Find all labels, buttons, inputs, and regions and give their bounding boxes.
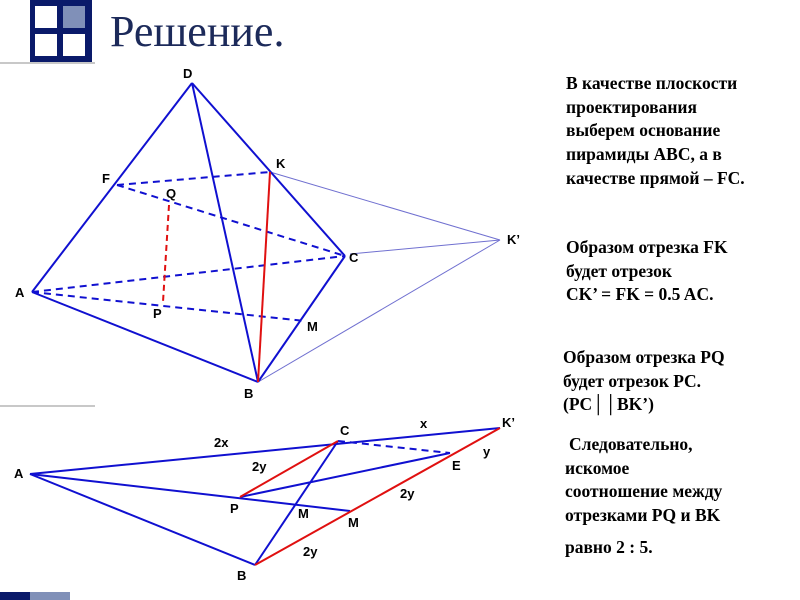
text-line: проектирования [566, 96, 697, 117]
line-PE [240, 453, 450, 497]
label-Q: Q [166, 186, 177, 201]
text-line: В качестве плоскости [566, 73, 738, 93]
text-line: соотношение между [565, 481, 723, 502]
text-line: CK’ = FK = 0.5 AC. [566, 284, 714, 305]
text-line: Образом отрезка PQ [563, 347, 725, 367]
text-line: равно 2 : 5. [565, 536, 653, 557]
label-A: A [15, 285, 25, 300]
paragraph-projection-plane [566, 72, 745, 190]
label-K: K [276, 156, 286, 171]
text-line: качестве прямой – FC. [566, 167, 745, 188]
label-2y-lower: 2y [303, 544, 318, 559]
text-line: будет отрезок [566, 260, 672, 281]
text-line: пирамиды ABC, а в [566, 143, 722, 164]
label-B: B [237, 568, 247, 583]
dashed-CE [338, 441, 450, 453]
corner-decoration [0, 592, 70, 600]
label-F: F [102, 171, 110, 186]
paragraph-image-fk [566, 236, 728, 307]
text-line: Образом отрезка FK [566, 237, 728, 257]
label-P: P [230, 501, 239, 516]
label-M-outer: M [348, 515, 359, 530]
label-B: B [244, 386, 254, 401]
label-D: D [183, 66, 193, 81]
text-line: искомое [565, 457, 630, 478]
line-CB [255, 441, 338, 565]
text-line: Следовательно, [569, 434, 693, 454]
label-2y-upper: 2y [252, 459, 267, 474]
label-2x: 2x [214, 435, 229, 450]
label-P: P [153, 306, 162, 321]
text-line: отрезками PQ и BK [565, 504, 721, 525]
label-M-inner: M [298, 506, 309, 521]
label-A: A [14, 466, 24, 481]
label-2y-middle: 2y [400, 486, 415, 501]
label-E: E [452, 458, 461, 473]
text-line: будет отрезок PC. [563, 370, 701, 391]
label-K-prime: K’ [507, 232, 520, 247]
slide-title: Решение. [110, 7, 285, 56]
paragraph-conclusion [565, 433, 722, 559]
label-M: M [307, 319, 318, 334]
paragraph-image-pq [563, 346, 725, 417]
label-K-prime: K’ [502, 415, 515, 430]
text-line: выберем основание [566, 120, 721, 141]
label-y: y [483, 444, 491, 459]
label-C: C [340, 423, 350, 438]
label-C: C [349, 250, 359, 265]
label-x: x [420, 416, 428, 431]
text-line: (PC││BK’) [563, 394, 654, 415]
